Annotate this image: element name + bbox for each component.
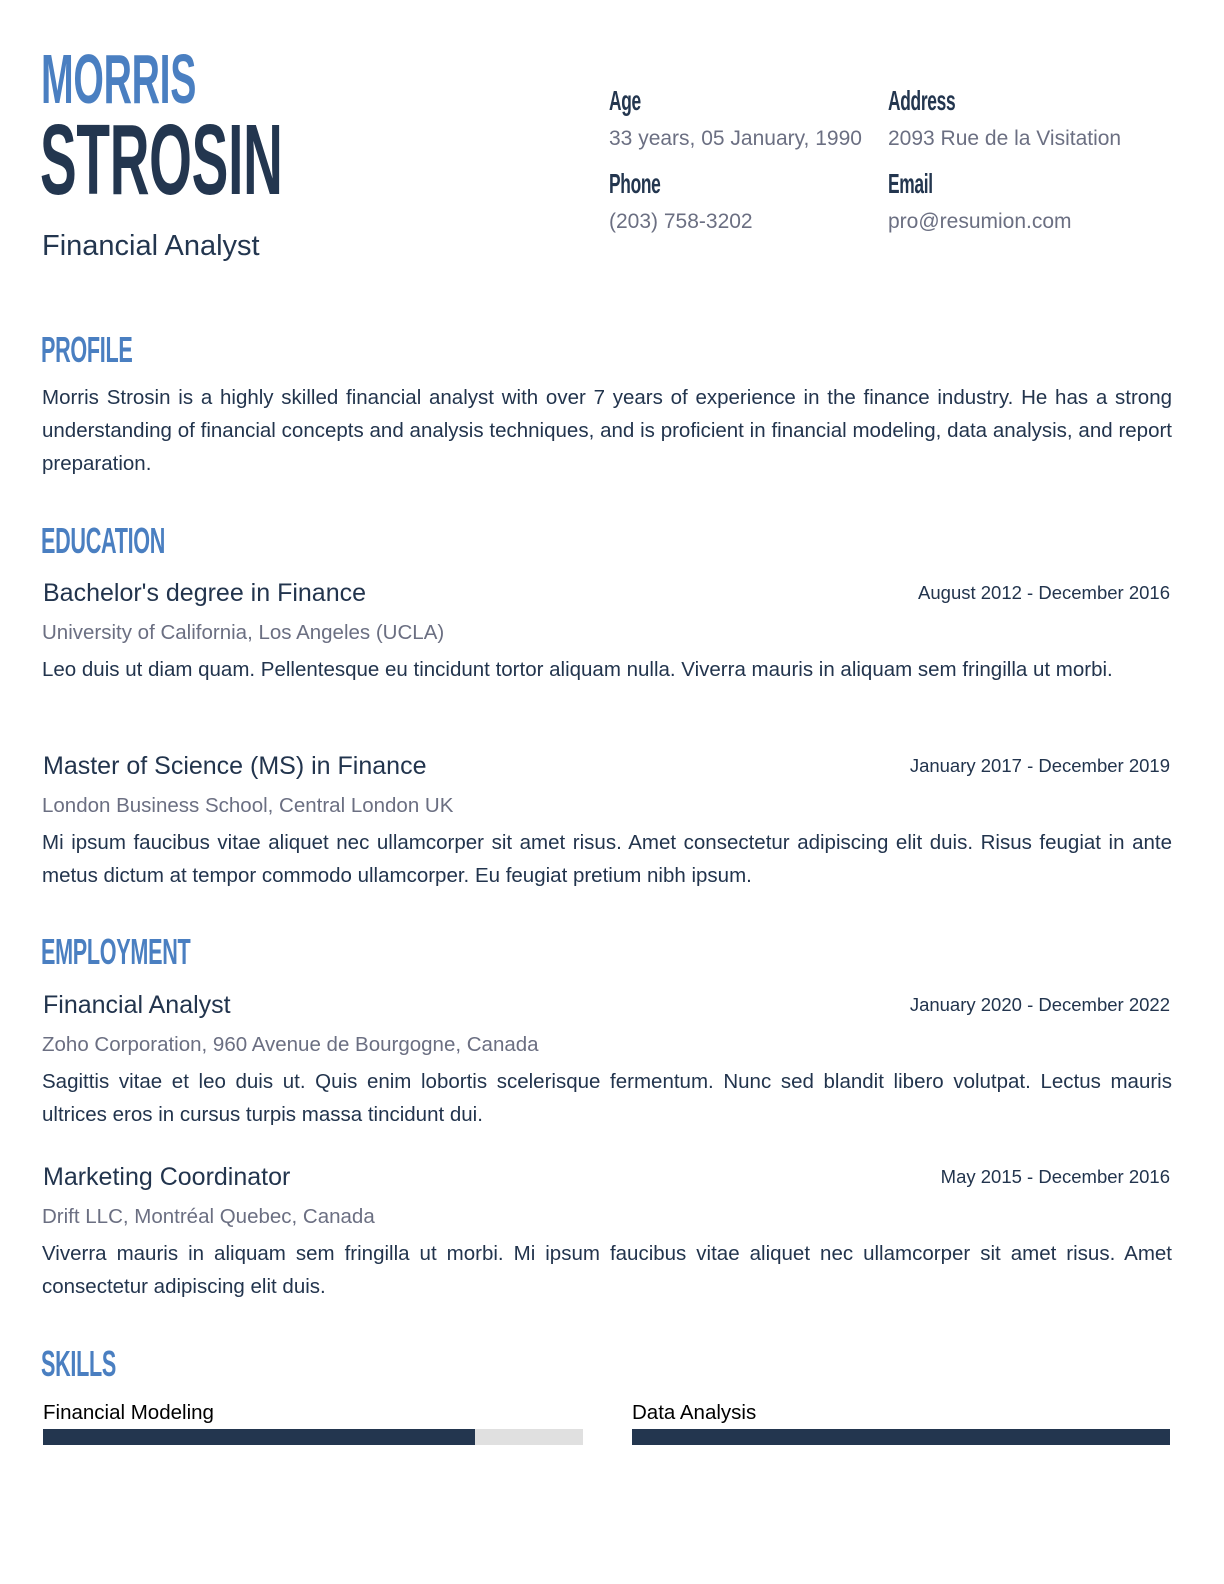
position-dates: May 2015 - December 2016 xyxy=(940,1166,1170,1187)
job-title: Financial Analyst xyxy=(42,230,260,262)
skill-name: Financial Modeling xyxy=(43,1401,214,1424)
profile-heading: PROFILE xyxy=(41,329,133,370)
age-label: Age xyxy=(609,85,641,116)
profile-text: Morris Strosin is a highly skilled financial analyst with over 7 years of experience in the finance industry. He has a strong understanding of financial concepts and analysis techniques, and is proficient in financial modeling, data analysis, and report preparation. xyxy=(42,386,1172,475)
address-label: Address xyxy=(888,85,956,116)
education-heading: EDUCATION xyxy=(41,520,166,561)
position-title: Financial Analyst xyxy=(43,991,231,1019)
address-value: 2093 Rue de la Visitation xyxy=(888,127,1122,150)
skill-level-fill xyxy=(632,1429,1170,1445)
degree-title: Bachelor's degree in Finance xyxy=(43,579,367,607)
degree-dates: January 2017 - December 2019 xyxy=(909,755,1170,776)
institution: University of California, Los Angeles (UCLA) xyxy=(42,621,445,644)
last-name: STROSIN xyxy=(40,104,283,216)
first-name: MORRIS xyxy=(41,40,197,118)
education-description: Leo duis ut diam quam. Pellentesque eu tincidunt tortor aliquam nulla. Viverra mauris in aliquam sem fringilla ut morbi. xyxy=(42,658,1113,681)
age-value: 33 years, 05 January, 1990 xyxy=(609,127,862,150)
degree-title: Master of Science (MS) in Finance xyxy=(43,752,427,780)
skill-level-fill xyxy=(43,1429,475,1445)
employment-description: Sagittis vitae et leo duis ut. Quis enim lobortis scelerisque fermentum. Nunc sed blandit libero volutpat. Lectus mauris ultrices eros in cursus turpis massa tincidunt dui. xyxy=(42,1070,1172,1126)
skill-level-bar xyxy=(43,1429,583,1445)
education-description: Mi ipsum faucibus vitae aliquet nec ullamcorper sit amet risus. Amet consectetur adipiscing elit duis. Risus feugiat in ante metus dictum at tempor commodo ullamcorper. Eu feugiat pretium nibh ipsum. xyxy=(42,831,1172,887)
skills-heading: SKILLS xyxy=(41,1343,117,1384)
email-label: Email xyxy=(888,168,933,199)
skill-name: Data Analysis xyxy=(632,1401,757,1424)
email-value[interactable]: pro@resumion.com xyxy=(888,210,1072,233)
company: Zoho Corporation, 960 Avenue de Bourgogne, Canada xyxy=(42,1033,539,1056)
degree-dates: August 2012 - December 2016 xyxy=(918,582,1170,603)
institution: London Business School, Central London UK xyxy=(42,794,454,817)
skill-level-bar xyxy=(632,1429,1170,1445)
company: Drift LLC, Montréal Quebec, Canada xyxy=(42,1205,375,1228)
position-title: Marketing Coordinator xyxy=(43,1163,291,1191)
employment-heading: EMPLOYMENT xyxy=(41,931,191,972)
phone-value: (203) 758-3202 xyxy=(609,210,753,233)
position-dates: January 2020 - December 2022 xyxy=(909,994,1170,1015)
employment-description: Viverra mauris in aliquam sem fringilla ut morbi. Mi ipsum faucibus vitae aliquet nec ullamcorper sit amet risus. Amet consectetur adipiscing elit duis. xyxy=(42,1242,1172,1298)
phone-label: Phone xyxy=(609,168,661,199)
